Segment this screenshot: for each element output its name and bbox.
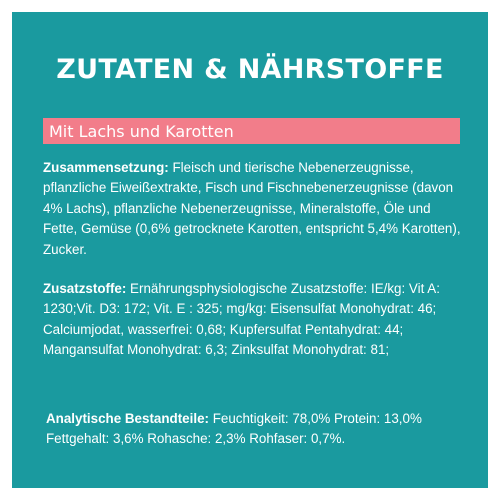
composition-label: Zusammensetzung: [43,160,169,175]
additives-text: Ernährungsphysiologische Zusatzstoffe: IE/kg: Vit A: 1230;Vit. D3: 172; Vit. E : 325; mg/kg: Eisensulfat Monohydrat: 46; Calciumjodat, wasserfrei: 0,68; Kupfersulfat Pentahydrat: 44; Mangansulfat Monohydrat: 6,3; Zinksulfat Monohydrat: 81; [43,281,440,358]
composition-text: Fleisch und tierische Nebenerzeugnisse, pflanzliche Eiweißextrakte, Fisch und Fischnebenerzeugnisse (davon 4% Lachs), pflanzliche Nebenerzeugnisse, Mineralstoffe, Öle und Fette, Gemüse (0,6% getrocknete Karotten, entspricht 5,4% Karotten), Zucker. [43,160,461,257]
analytical-constituents-section [46,409,471,450]
additives-section [43,279,468,361]
subtitle: Mit Lachs und Karotten [49,122,234,141]
page-title: ZUTATEN & NÄHRSTOFFE [56,54,444,85]
additives-label: Zusatzstoffe: [43,281,127,296]
analytical-constituents-text: Feuchtigkeit: 78,0% Protein: 13,0% Fettgehalt: 3,6% Rohasche: 2,3% Rohfaser: 0,7%. [46,411,422,447]
subtitle-bar [43,118,460,144]
info-panel [12,12,488,488]
composition-section [43,158,468,260]
analytical-constituents-label: Analytische Bestandteile: [46,411,209,426]
